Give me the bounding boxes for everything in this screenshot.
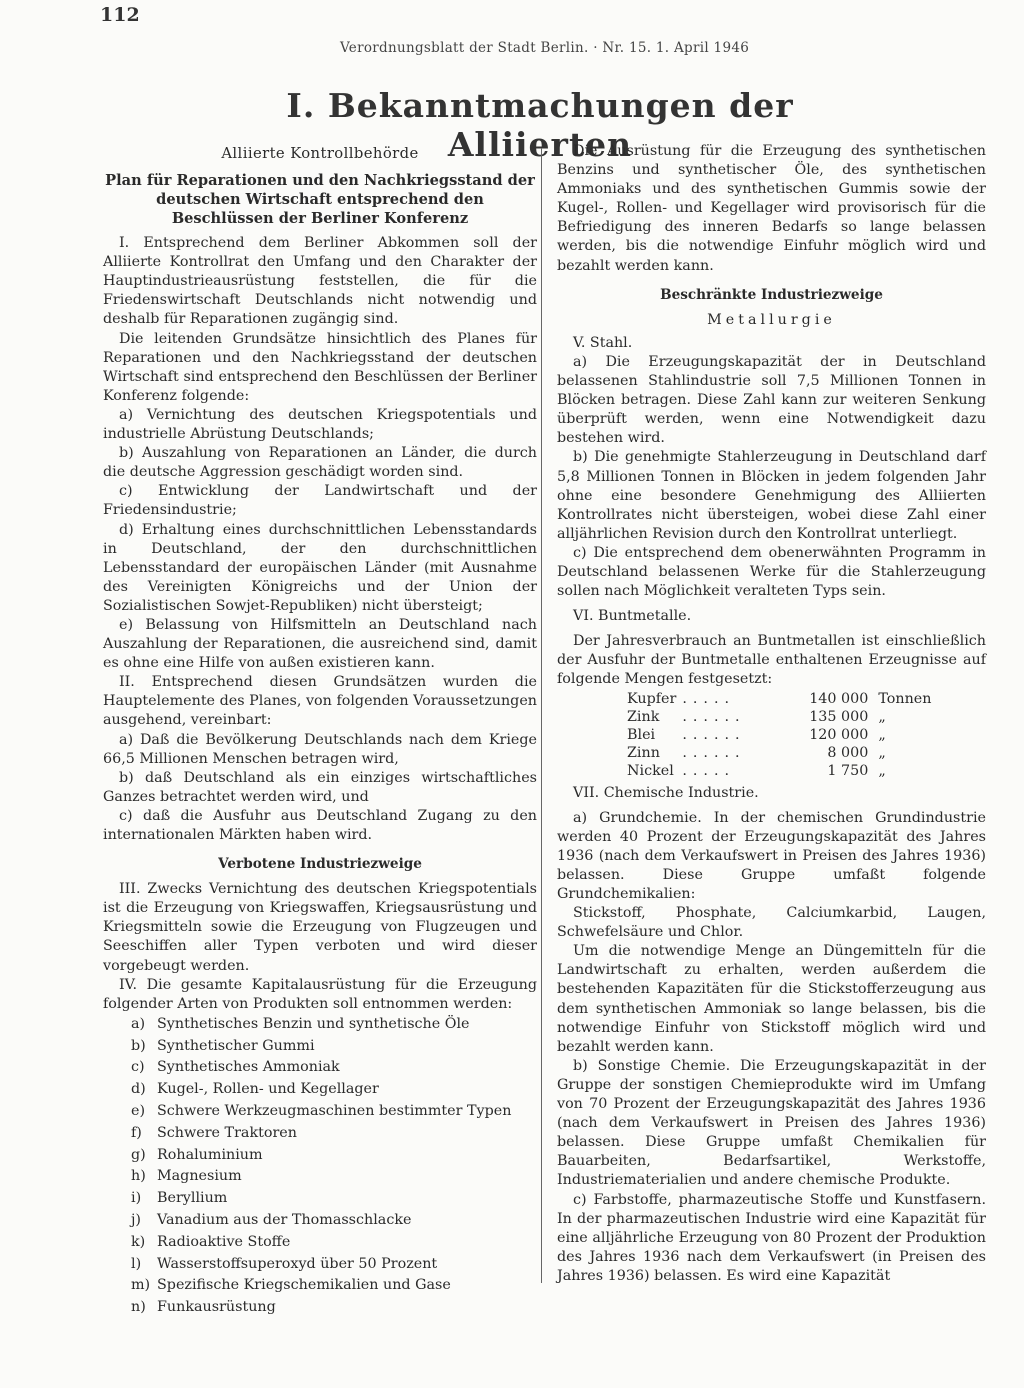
paragraph: b) Sonstige Chemie. Die Erzeugungskapazität in der Gruppe der sonstigen Chemieprodukte wird im Umfang von 70 Prozent der Erzeugungskapazität des Jahres 1936 (nach dem Verkaufswert in Preisen des Jahres 1936) belassen. Diese Gruppe umfaßt Chemikalien für Bauarbeiten, Bedarfsartikel, Werkstoffe, Industriematerialien und andere chemische Produkte. xyxy=(557,1057,986,1189)
metals-table xyxy=(627,690,964,780)
paragraph: III. Zwecks Vernichtung des deutschen Kriegspotentials ist die Erzeugung von Kriegswaffen, Kriegsausrüstung und Kriegsmitteln sowie die Erzeugung von Flugzeugen und Seeschiffen aller Typen verboten und wird dieser vorgebeugt werden. xyxy=(103,881,537,974)
subheading: Metallurgie xyxy=(707,311,836,328)
paragraph: c) Die entsprechend dem obenerwähnten Programm in Deutschland belassenen Werke für die Stahlerzeugung sollen nach Möglichkeit veralteten Typs sein. xyxy=(557,544,986,600)
table-row: Blei ...... 120 000 „ xyxy=(627,726,886,743)
list-item: i) Beryllium xyxy=(131,1190,228,1207)
left-column xyxy=(103,140,537,1319)
paragraph: c) Farbstoffe, pharmazeutische Stoffe und Kunstfasern. In der pharmazeutischen Industrie wird eine Kapazität für eine alljährliche Erzeugung von 80 Prozent der Produktion des Jahres 1936 nach dem Verkaufswert (in Preisen des Jahres 1936) belassen. Es wird eine Kapazität xyxy=(557,1191,986,1284)
product-list xyxy=(103,1014,537,1319)
paragraph: d) Erhaltung eines durchschnittlichen Lebensstandards in Deutschland, der den durchschnittlichen Lebensstandard der europäischen Länder (mit Ausnahme des Vereinigten Königreichs und der Union der Sozialistischen Sowjet-Republiken) nicht übersteigt; xyxy=(103,521,537,614)
section-title: I. Bekanntmachungen der Alliierten xyxy=(286,86,794,164)
list-item: c) Synthetisches Ammoniak xyxy=(131,1059,340,1076)
paragraph: a) Daß die Bevölkerung Deutschlands nach dem Kriege 66,5 Millionen Menschen betragen wird, xyxy=(103,731,537,767)
table-row: Kupfer ..... 140 000 Tonnen xyxy=(627,690,932,707)
paragraph: Um die notwendige Menge an Düngemitteln für die Landwirtschaft zu erhalten, werden außerdem die bestehenden Kapazitäten für die Stickstofferzeugung aus dem synthetischen Ammoniak so lange belassen, bis die notwendige Einfuhr von Stickstoff möglich wird und bezahlt werden kann. xyxy=(557,943,986,1055)
list-item: j) Vanadium aus der Thomasschlacke xyxy=(131,1212,412,1229)
paragraph: a) Vernichtung des deutschen Kriegspotentials und industrielle Abrüstung Deutschlands; xyxy=(103,406,537,443)
table-row: Zinn ...... 8 000 „ xyxy=(627,744,886,761)
list-item: d) Kugel-, Rollen- und Kegellager xyxy=(131,1081,379,1098)
list-item: f) Schwere Traktoren xyxy=(131,1124,297,1141)
list-item: k) Radioaktive Stoffe xyxy=(131,1233,291,1250)
list-item: m) Spezifische Kriegschemikalien und Gase xyxy=(131,1277,451,1294)
paragraph: b) Auszahlung von Reparationen an Länder, die durch die deutsche Aggression geschädigt worden sind. xyxy=(103,445,537,481)
list-item: n) Funkausrüstung xyxy=(131,1299,276,1316)
paragraph: VI. Buntmetalle. xyxy=(573,608,692,625)
right-column xyxy=(557,142,986,1286)
list-item: e) Schwere Werkzeugmaschinen bestimmter Typen xyxy=(131,1103,512,1120)
page-number: 112 xyxy=(100,4,140,26)
paragraph: Die Ausrüstung für die Erzeugung des synthetischen Benzins und synthetischer Öle, des synthetischen Ammoniaks und des synthetischen Gummis sowie der Kugel-, Rollen- und Kegellager wird provisorisch für die Befriedigung des inneren Bedarfs so lange belassen werden, bis die notwendige Einfuhr möglich wird und bezahlt werden kann. xyxy=(557,143,986,274)
list-item: h) Magnesium xyxy=(131,1168,242,1185)
list-item: a) Synthetisches Benzin und synthetische Öle xyxy=(131,1015,470,1032)
paragraph: I. Entsprechend dem Berliner Abkommen soll der Alliierte Kontrollrat den Umfang und den Charakter der Hauptindustrieausrüstung feststellen, die für die Friedenswirtschaft Deutschlands nicht notwendig und deshalb für Reparationen zugängig sind. xyxy=(103,235,537,328)
paragraph: Stickstoff, Phosphate, Calciumkarbid, Laugen, Schwefelsäure und Chlor. xyxy=(557,905,986,941)
paragraph: Die leitenden Grundsätze hinsichtlich des Planes für Reparationen und den Nachkriegsstand der deutschen Wirtschaft sind entsprechend den Beschlüssen der Berliner Konferenz folgende: xyxy=(103,330,537,404)
issuing-authority: Alliierte Kontrollbehörde xyxy=(221,145,419,162)
column-divider xyxy=(541,148,542,1283)
running-header: Verordnungsblatt der Stadt Berlin. · Nr. 15. 1. April 1946 xyxy=(340,40,750,56)
paragraph: c) daß die Ausfuhr aus Deutschland Zugang zu den internationalen Märkten haben wird. xyxy=(103,807,537,843)
paragraph: IV. Die gesamte Kapitalausrüstung für die Erzeugung folgender Arten von Produkten soll entnommen werden: xyxy=(103,976,537,1012)
paragraph: b) daß Deutschland als ein einziges wirtschaftliches Ganzes betrachtet werden wird, und xyxy=(103,769,537,805)
paragraph: e) Belassung von Hilfsmitteln an Deutschland nach Auszahlung der Reparationen, die ausreichend sind, damit es ohne eine Hilfe von außen existieren kann. xyxy=(103,616,537,672)
paragraph: II. Entsprechend diesen Grundsätzen wurden die Hauptelemente des Planes, von folgenden Voraussetzungen ausgehend, vereinbart: xyxy=(103,674,537,729)
paragraph: c) Entwicklung der Landwirtschaft und der Friedensindustrie; xyxy=(103,483,537,519)
list-item: l) Wasserstoffsuperoxyd über 50 Prozent xyxy=(131,1255,438,1272)
paragraph: V. Stahl. xyxy=(573,334,633,351)
paragraph: VII. Chemische Industrie. xyxy=(573,784,759,801)
document-title: Plan für Reparationen und den Nachkriegsstand der deutschen Wirtschaft entsprechend den Beschlüssen der Berliner Konferenz xyxy=(105,172,535,228)
paragraph: a) Grundchemie. In der chemischen Grundindustrie werden 40 Prozent der Erzeugungskapazität des Jahres 1936 (nach dem Verkaufswert in Preisen des Jahres 1936) belassen. Diese Gruppe umfaßt folgende Grundchemikalien: xyxy=(557,809,986,902)
list-item: b) Synthetischer Gummi xyxy=(131,1037,315,1054)
table-row: Nickel ..... 1 750 „ xyxy=(627,762,886,779)
paragraph: Der Jahresverbrauch an Buntmetallen ist einschließlich der Ausfuhr der Buntmetalle enthaltenen Erzeugnisse auf folgende Mengen festgesetzt: xyxy=(557,633,986,688)
subheading: Verbotene Industriezweige xyxy=(218,856,422,873)
list-item: g) Rohaluminium xyxy=(131,1146,263,1163)
paragraph: a) Die Erzeugungskapazität der in Deutschland belassenen Stahlindustrie soll 7,5 Millionen Tonnen in Blöcken betragen. Diese Zahl kann zur weiteren Senkung überprüft werden, wenn eine Notwendigkeit dazu bestehen wird. xyxy=(557,353,986,447)
table-row: Zink ...... 135 000 „ xyxy=(627,708,886,725)
subheading: Beschränkte Industriezweige xyxy=(660,286,883,303)
paragraph: b) Die genehmigte Stahlerzeugung in Deutschland darf 5,8 Millionen Tonnen in Blöcken in jedem folgenden Jahr ohne eine besondere Genehmigung des Alliierten Kontrollrates nicht übersteigen, wobei diese Zahl einer alljährlichen Revision durch den Kontrollrat unterliegt. xyxy=(557,449,986,542)
